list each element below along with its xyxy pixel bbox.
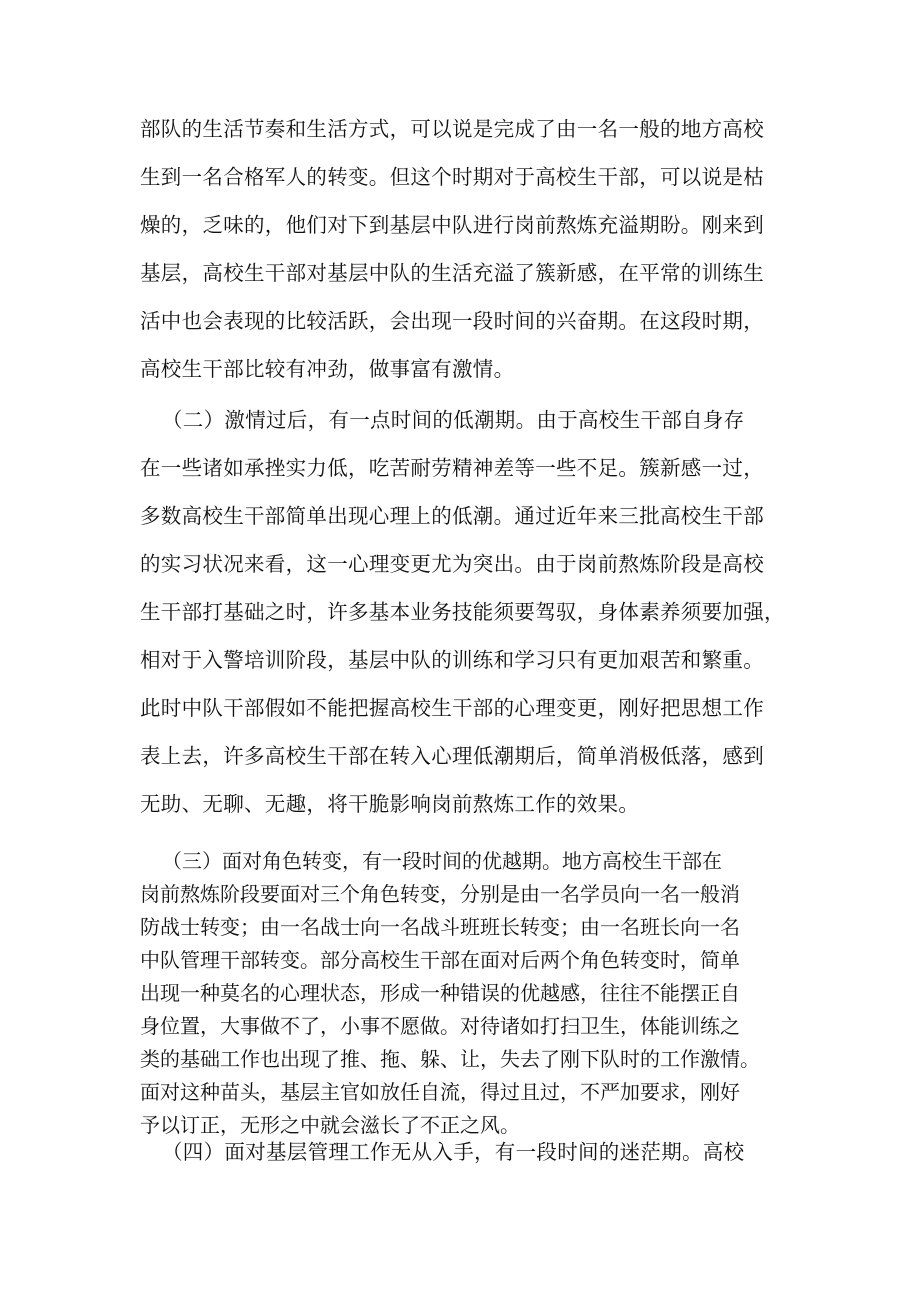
paragraph-1-line-2: 生到一名合格军人的转变。但这个时期对于高校生干部，可以说是枯 <box>140 165 764 189</box>
paragraph-3-line-4: 中队管理干部转变。部分高校生干部在面对后两个角色转变时，简单 <box>140 948 740 972</box>
paragraph-3-line-9: 予以订正，无形之中就会滋长了不正之风。 <box>140 1113 520 1137</box>
paragraph-2-line-9: 无助、无聊、无趣，将干脆影响岗前熬炼工作的效果。 <box>140 792 640 816</box>
paragraph-3-line-2: 岗前熬炼阶段要面对三个角色转变，分别是由一名学员向一名一般消 <box>140 882 740 906</box>
paragraph-2-line-3: 多数高校生干部简单出现心理上的低潮。通过近年来三批高校生干部 <box>140 504 764 528</box>
paragraph-2-line-1: （二）激情过后，有一点时间的低潮期。由于高校生干部自身存 <box>162 408 745 432</box>
paragraph-3-line-3: 防战士转变；由一名战士向一名战斗班班长转变；由一名班长向一名 <box>140 915 740 939</box>
paragraph-2-line-8: 表上去，许多高校生干部在转入心理低潮期后，简单消极低落，感到 <box>140 744 764 768</box>
paragraph-2-line-4: 的实习状况来看，这一心理变更尤为突出。由于岗前熬炼阶段是高校 <box>140 552 764 576</box>
paragraph-1-line-1: 部队的生活节奏和生活方式，可以说是完成了由一名一般的地方高校 <box>140 117 764 141</box>
paragraph-2-line-7: 此时中队干部假如不能把握高校生干部的心理变更，刚好把思想工作 <box>140 696 764 720</box>
paragraph-3-line-8: 面对这种苗头，基层主官如放任自流，得过且过，不严加要求，刚好 <box>140 1080 740 1104</box>
paragraph-1-line-4: 基层，高校生干部对基层中队的生活充溢了簇新感，在平常的训练生 <box>140 261 764 285</box>
paragraph-1-line-6: 高校生干部比较有冲劲，做事富有激情。 <box>140 357 515 381</box>
paragraph-2-line-2: 在一些诸如承挫实力低，吃苦耐劳精神差等一些不足。簇新感一过， <box>140 456 764 480</box>
paragraph-4-line-1: （四）面对基层管理工作无从入手，有一段时间的迷茫期。高校 <box>162 1140 745 1164</box>
paragraph-3-line-5: 出现一种莫名的心理状态，形成一种错误的优越感，往往不能摆正自 <box>140 981 740 1005</box>
paragraph-3-line-6: 身位置，大事做不了，小事不愿做。对待诸如打扫卫生，体能训练之 <box>140 1014 740 1038</box>
paragraph-1-line-3: 燥的，乏味的，他们对下到基层中队进行岗前熬炼充溢期盼。刚来到 <box>140 213 764 237</box>
paragraph-2-line-5: 生干部打基础之时，许多基本业务技能须要驾驭，身体素养须要加强， <box>140 600 785 624</box>
paragraph-1-line-5: 活中也会表现的比较活跃，会出现一段时间的兴奋期。在这段时期， <box>140 309 764 333</box>
paragraph-2-line-6: 相对于入警培训阶段，基层中队的训练和学习只有更加艰苦和繁重。 <box>140 648 764 672</box>
paragraph-3-line-7: 类的基础工作也出现了推、拖、躲、让，失去了刚下队时的工作激情。 <box>140 1047 760 1071</box>
paragraph-3-line-1: （三）面对角色转变，有一段时间的优越期。地方高校生干部在 <box>162 849 722 873</box>
